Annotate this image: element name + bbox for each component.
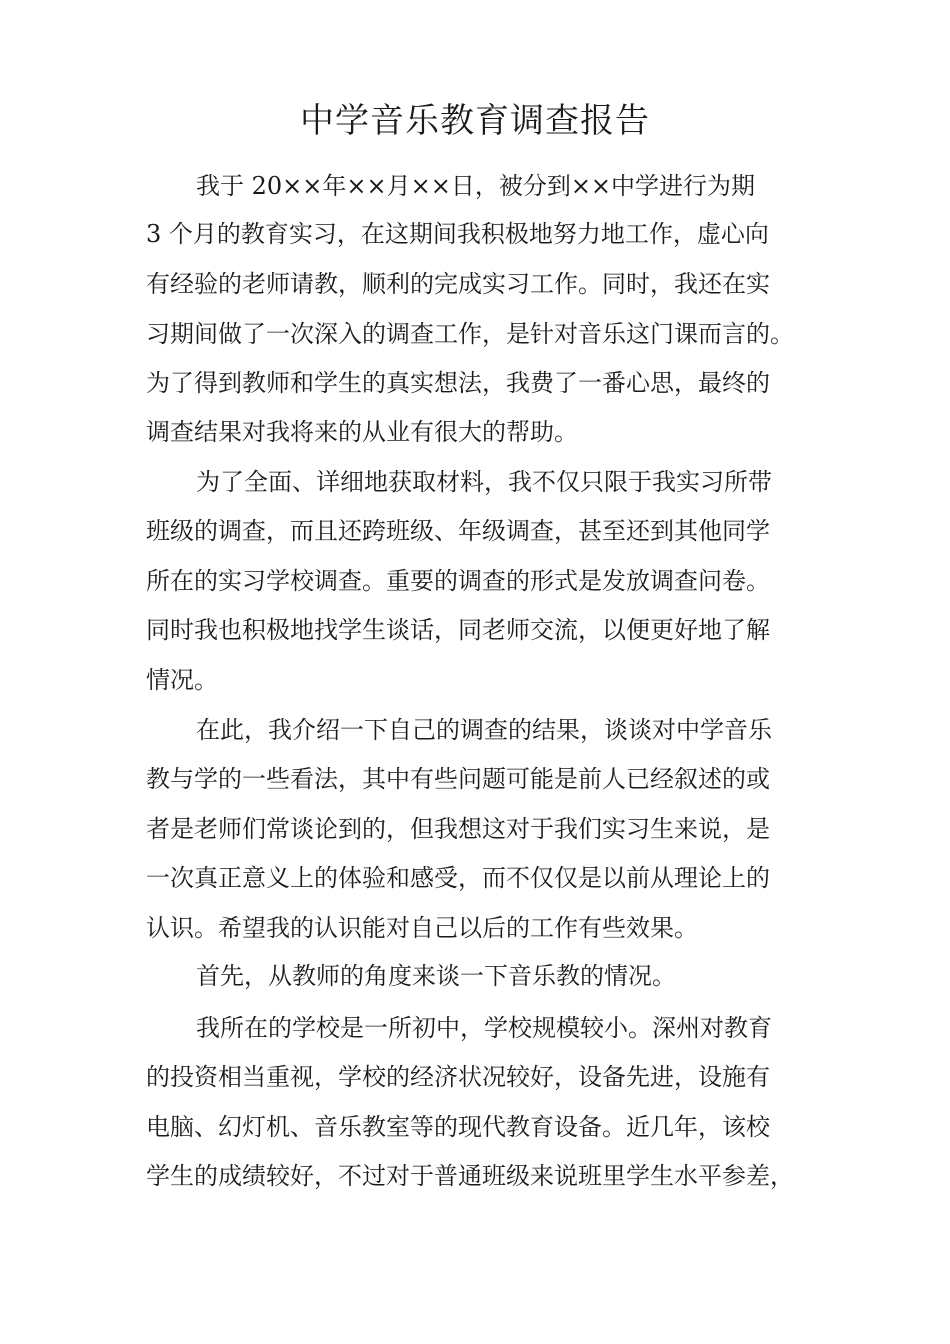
paragraph-line: 班级的调查，而且还跨班级、年级调查，甚至还到其他同学 (146, 517, 770, 545)
paragraph-line: 同时我也积极地找学生谈话，同老师交流，以便更好地了解 (146, 616, 770, 644)
paragraph-line: 在此，我介绍一下自己的调查的结果，谈谈对中学音乐 (196, 716, 772, 744)
paragraph-line: 者是老师们常谈论到的，但我想这对于我们实习生来说，是 (146, 815, 770, 843)
paragraph-line: 首先，从教师的角度来谈一下音乐教的情况。 (196, 962, 676, 990)
paragraph-line: 我所在的学校是一所初中，学校规模较小。深州对教育 (196, 1014, 772, 1042)
paragraph-line: 电脑、幻灯机、音乐教室等的现代教育设备。近几年，该校 (146, 1113, 770, 1141)
paragraph-line: 我于 20××年××月××日，被分到××中学进行为期 (196, 172, 756, 200)
paragraph-line: 为了全面、详细地获取材料，我不仅只限于我实习所带 (196, 468, 772, 496)
paragraph-line: 所在的实习学校调查。重要的调查的形式是发放调查问卷。 (146, 567, 770, 595)
paragraph-line: 一次真正意义上的体验和感受，而不仅仅是以前从理论上的 (146, 864, 770, 892)
paragraph-line: 认识。希望我的认识能对自己以后的工作有些效果。 (146, 914, 698, 942)
paragraph-line: 情况。 (146, 666, 218, 694)
paragraph-line: 习期间做了一次深入的调查工作，是针对音乐这门课而言的。 (146, 320, 794, 348)
paragraph-line: 3 个月的教育实习，在这期间我积极地努力地工作，虚心向 (146, 220, 769, 248)
paragraph-line: 有经验的老师请教，顺利的完成实习工作。同时，我还在实 (146, 270, 770, 298)
paragraph-line: 的投资相当重视，学校的经济状况较好，设备先进，设施有 (146, 1063, 770, 1091)
document-title: 中学音乐教育调查报告 (300, 101, 650, 141)
paragraph-line: 教与学的一些看法，其中有些问题可能是前人已经叙述的或 (146, 765, 770, 793)
paragraph-line: 为了得到教师和学生的真实想法，我费了一番心思，最终的 (146, 369, 770, 397)
paragraph-line: 学生的成绩较好，不过对于普通班级来说班里学生水平参差， (146, 1162, 794, 1190)
paragraph-line: 调查结果对我将来的从业有很大的帮助。 (146, 418, 578, 446)
